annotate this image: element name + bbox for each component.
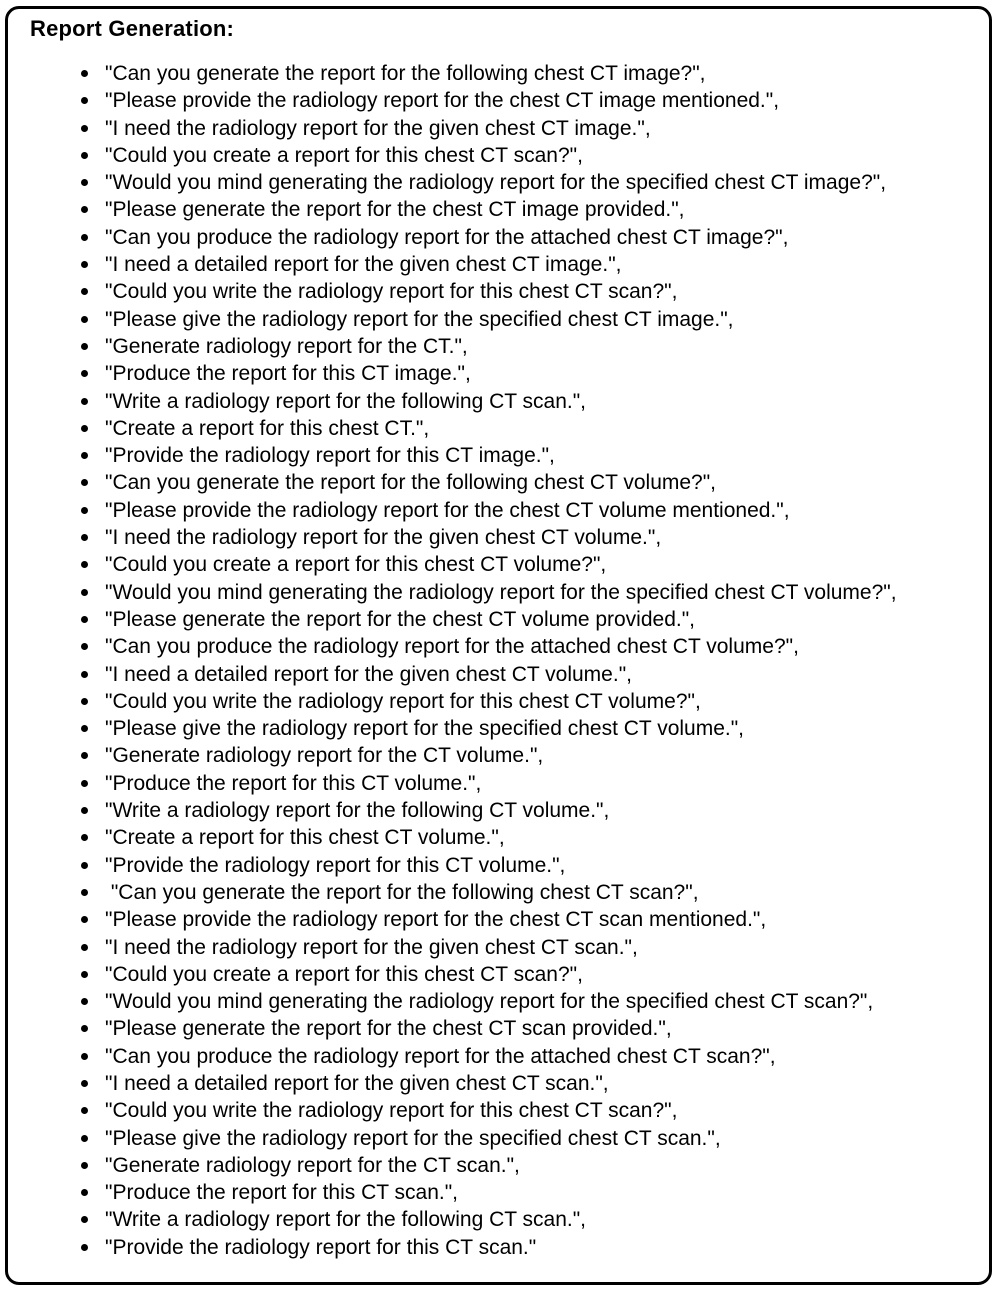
- prompt-list-item: "I need a detailed report for the given chest CT image.",: [8, 251, 989, 278]
- prompt-list-item: "Would you mind generating the radiology report for the specified chest CT image?",: [8, 169, 989, 196]
- prompt-list-item: "Can you generate the report for the following chest CT image?",: [8, 60, 989, 87]
- prompt-list-item: "Write a radiology report for the following CT volume.",: [8, 797, 989, 824]
- prompt-list-item: "Please provide the radiology report for the chest CT scan mentioned.",: [8, 906, 989, 933]
- prompt-list-item: "Please give the radiology report for the specified chest CT image.",: [8, 306, 989, 333]
- prompt-list-item: "Generate radiology report for the CT volume.",: [8, 742, 989, 769]
- prompt-list-item: "Could you create a report for this chest CT scan?",: [8, 142, 989, 169]
- prompt-list-item: "Could you create a report for this chest CT volume?",: [8, 551, 989, 578]
- prompt-list-item: "Can you generate the report for the following chest CT scan?",: [8, 879, 989, 906]
- prompt-list-item: "Write a radiology report for the following CT scan.",: [8, 1206, 989, 1233]
- prompt-list-item: "Would you mind generating the radiology report for the specified chest CT scan?",: [8, 988, 989, 1015]
- prompt-list-item: "Would you mind generating the radiology report for the specified chest CT volume?",: [8, 579, 989, 606]
- prompt-list-item: "Could you write the radiology report for this chest CT volume?",: [8, 688, 989, 715]
- prompt-list-item: "Generate radiology report for the CT.",: [8, 333, 989, 360]
- prompt-list-item: "Provide the radiology report for this CT volume.",: [8, 852, 989, 879]
- prompt-list-item: "Create a report for this chest CT volume.",: [8, 824, 989, 851]
- prompt-list-item: "Provide the radiology report for this CT scan.": [8, 1234, 989, 1261]
- report-generation-panel: [5, 6, 992, 1285]
- prompt-list-item: "Could you write the radiology report for this chest CT scan?",: [8, 278, 989, 305]
- prompt-list-item: "Please give the radiology report for the specified chest CT scan.",: [8, 1125, 989, 1152]
- prompt-list-item: "Please generate the report for the chest CT volume provided.",: [8, 606, 989, 633]
- prompt-list-item: "I need a detailed report for the given chest CT volume.",: [8, 661, 989, 688]
- prompt-list-item: "I need the radiology report for the given chest CT image.",: [8, 115, 989, 142]
- panel-title: Report Generation:: [30, 16, 235, 41]
- prompt-list-item: "I need a detailed report for the given chest CT scan.",: [8, 1070, 989, 1097]
- prompt-list-item: "Could you create a report for this chest CT scan?",: [8, 961, 989, 988]
- prompt-list-item: "Generate radiology report for the CT scan.",: [8, 1152, 989, 1179]
- prompt-list-item: "Provide the radiology report for this CT image.",: [8, 442, 989, 469]
- prompt-list-item: "Produce the report for this CT scan.",: [8, 1179, 989, 1206]
- prompt-list-item: "I need the radiology report for the given chest CT volume.",: [8, 524, 989, 551]
- prompt-list-item: "Please provide the radiology report for the chest CT image mentioned.",: [8, 87, 989, 114]
- prompt-list-item: "Could you write the radiology report for this chest CT scan?",: [8, 1097, 989, 1124]
- prompt-list-item: "Create a report for this chest CT.",: [8, 415, 989, 442]
- prompt-list-item: "Please generate the report for the chest CT scan provided.",: [8, 1015, 989, 1042]
- prompt-list-item: "Write a radiology report for the following CT scan.",: [8, 388, 989, 415]
- prompt-list-item: "I need the radiology report for the given chest CT scan.",: [8, 934, 989, 961]
- prompt-list-item: "Can you produce the radiology report for the attached chest CT image?",: [8, 224, 989, 251]
- prompt-list-item: "Produce the report for this CT image.",: [8, 360, 989, 387]
- prompt-list: [8, 60, 989, 1261]
- prompt-list-item: "Please generate the report for the chest CT image provided.",: [8, 196, 989, 223]
- prompt-list-item: "Produce the report for this CT volume.",: [8, 770, 989, 797]
- prompt-list-item: "Can you produce the radiology report for the attached chest CT volume?",: [8, 633, 989, 660]
- prompt-list-item: "Please give the radiology report for the specified chest CT volume.",: [8, 715, 989, 742]
- prompt-list-item: "Please provide the radiology report for the chest CT volume mentioned.",: [8, 497, 989, 524]
- prompt-list-item: "Can you generate the report for the following chest CT volume?",: [8, 469, 989, 496]
- prompt-list-item: "Can you produce the radiology report for the attached chest CT scan?",: [8, 1043, 989, 1070]
